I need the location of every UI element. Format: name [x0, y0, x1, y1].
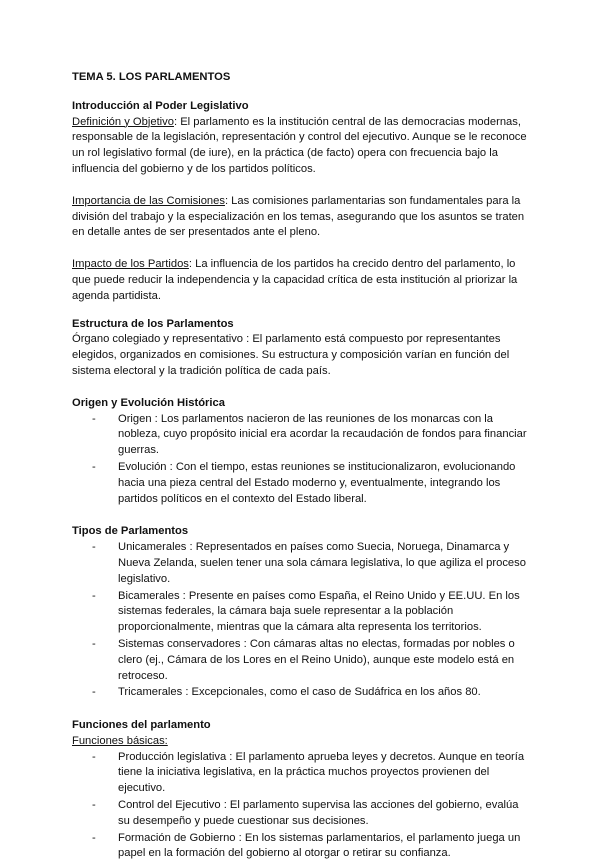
section-heading-origen: Origen y Evolución Histórica: [72, 396, 225, 409]
list-item: - Control del Ejecutivo : El parlamento supervisa las acciones del gobierno, evalúa su desempeño y puede cuestionar sus decisiones.: [92, 798, 527, 830]
list-item: - Evolución : Con el tiempo, estas reuniones se institucionalizaron, evolucionando hacia una pieza central del Estado moderno y, eventualmente, integrando los partidos políticos en el contexto del Estado liberal.: [92, 460, 527, 507]
list-item: - Formación de Gobierno : En los sistemas parlamentarios, el parlamento juega un papel en la formación del gobierno al otorgar o retirar su confianza.: [92, 831, 527, 863]
paragraph-text: : El parlamento es la institución central de las democracias modernas, responsable de la legislación, representación y control del ejecutivo. Aunque se le reconoce un rol legislativo formal (de iure), en la práctica (de facto) opera con frecuencia bajo la influencia del gobierno y de los partidos políticos.: [72, 115, 527, 175]
document-body: [72, 70, 527, 863]
section-heading-tipos: Tipos de Parlamentos: [72, 525, 189, 538]
document-title: TEMA 5. LOS PARLAMENTOS: [72, 71, 231, 83]
list-item: - Unicamerales : Representados en países como Suecia, Noruega, Dinamarca y Nueva Zelanda, suelen tener una sola cámara legislativa, lo que agiliza el proceso legislativo.: [92, 540, 527, 587]
paragraph-label: Importancia de las Comisiones: [72, 194, 225, 207]
section-heading-estructura: Estructura de los Parlamentos: [72, 317, 234, 330]
list-item: - Bicamerales : Presente en países como España, el Reino Unido y EE.UU. En los sistemas federales, la cámara baja suele representar a la población proporcionalmente, mientras que la cámara alta representa los territorios.: [92, 589, 527, 636]
section-heading-intro: Introducción al Poder Legislativo: [72, 99, 249, 112]
paragraph-definicion: [72, 115, 527, 178]
paragraph-text: : Las comisiones parlamentarias son fundamentales para la división del trabajo y la especialización en los temas, asegurando que los asuntos se traten en detalle antes de ser presentados ante el pleno.: [72, 194, 525, 239]
list-item: - Tricamerales : Excepcionales, como el caso de Sudáfrica en los años 80.: [92, 685, 527, 701]
tipos-list: [72, 540, 527, 701]
paragraph-label: Impacto de los Partidos: [72, 258, 189, 271]
paragraph-comisiones: [72, 194, 527, 241]
origen-list: [72, 412, 527, 508]
list-item: - Sistemas conservadores : Con cámaras altas no electas, formadas por nobles o clero (ej., Cámara de los Lores en el Reino Unido), aunque este modelo está en retroceso.: [92, 637, 527, 684]
list-item: - Producción legislativa : El parlamento aprueba leyes y decretos. Aunque en teoría tiene la iniciativa legislativa, en la práctica muchos proyectos provienen del ejecutivo.: [92, 750, 527, 797]
paragraph-text: : La influencia de los partidos ha crecido dentro del parlamento, lo que puede reducir la independencia y la capacidad crítica de esta institución al priorizar la agenda partidista.: [72, 258, 518, 302]
paragraph-partidos: [72, 257, 527, 304]
subheading-funciones-basicas: Funciones básicas:: [72, 734, 168, 747]
list-item: - Origen : Los parlamentos nacieron de las reuniones de los monarcas con la nobleza, cuyo propósito inicial era acordar la recaudación de fondos para financiar guerras.: [92, 412, 527, 459]
funciones-list: [72, 750, 527, 863]
paragraph-estructura: Órgano colegiado y representativo : El parlamento está compuesto por representantes elegidos, organizados en comisiones. Su estructura y composición varían en función del sistema electoral y la tradición política de cada país.: [72, 333, 510, 377]
section-heading-funciones: Funciones del parlamento: [72, 719, 211, 732]
paragraph-label: Definición y Objetivo: [72, 115, 174, 128]
